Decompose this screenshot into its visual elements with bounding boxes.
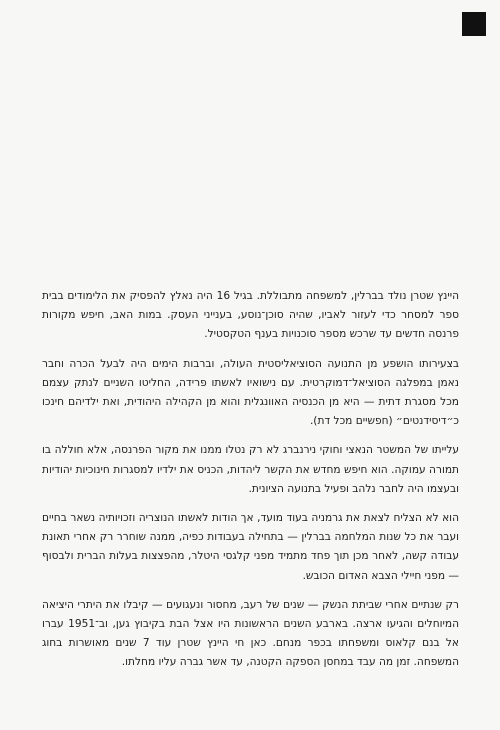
corner-black-square-marker xyxy=(462,12,486,36)
biography-text-block xyxy=(42,287,459,683)
paragraph-nazi-regime: עלייתו של המשטר הנאצי וחוקי נירנברג לא רק נטלו ממנו את מקור הפרנסה, אלא חוללה בו תמורה עמוקה. הוא חיפש מחדש את הקשר ליהדות, הכניס את ילדיו למסגרות חינוכיות יהודיות ובעצמו היה לחבר נלהב ופעיל בתנועה הציונית. xyxy=(42,444,459,495)
paragraph-war-years: הוא לא הצליח לצאת את גרמניה בעוד מועד, אך הודות לאשתו הנוצריה וזכויותיה נשאר בחיים ועבר את כל שנות המלחמה בברלין — בתחילה בעבודות כפיה, ממנה שוחרר רק אחרי תאונת עבודה קשה, לאחר מכן תוך פחד מתמיד מפני קלגסי היטלר, מהפצצות בעלות הברית ולבסוף — מפני חיילי הצבא האדום הכובש. xyxy=(42,512,459,582)
paragraph-immigration: רק שנתיים אחרי שביתת הנשק — שנים של רעב, מחסור ונעגועים — קיבלו את היתרי היציאה המיוחלים והגיעו ארצה. בארבע השנים הראשונות היו אצל הבת בקיבוץ גען, וב־1951 עברו אל בנם קלאוס ומשפחתו בכפר מנחם. כאן חי היינץ שטרן עוד 7 שנים מאושרות בחוג המשפחה. זמן מה עבד במחסן הספקה הקטנה, עד אשר גברה עליו מחלתו. xyxy=(42,598,459,669)
paragraph-early-life: היינץ שטרן נולד בברלין, למשפחה מתבוללת. בגיל 16 היה נאלץ להפסיק את הלימודים בבית ספר למסחר כדי לעזור לאביו, שהיה סוכן־נוסע, בענייני העסק. במות האב, חיפש מקורות פרנסה חדשים עד שרכש מספר סוכנויות בענף הטקסטיל. xyxy=(42,290,459,341)
paragraph-socialist-youth: בצעירותו הושפע מן התנועה הסוציאליסטית העולה, וברבות הימים היה לבעל הכרה וחבר נאמן במפלגה הסוציאל־דמוקרטית. עם נישואיו לאשתו פרידה, החליטו השניים לנתק עצמם מכל מסגרת דתית — היא מן הכנסיה האוונגלית והוא מן הקהילה היהודית, ואת ילדיהם חינכו כ״דיסידנטים״ (חפשיים מכל דת). xyxy=(42,357,459,428)
